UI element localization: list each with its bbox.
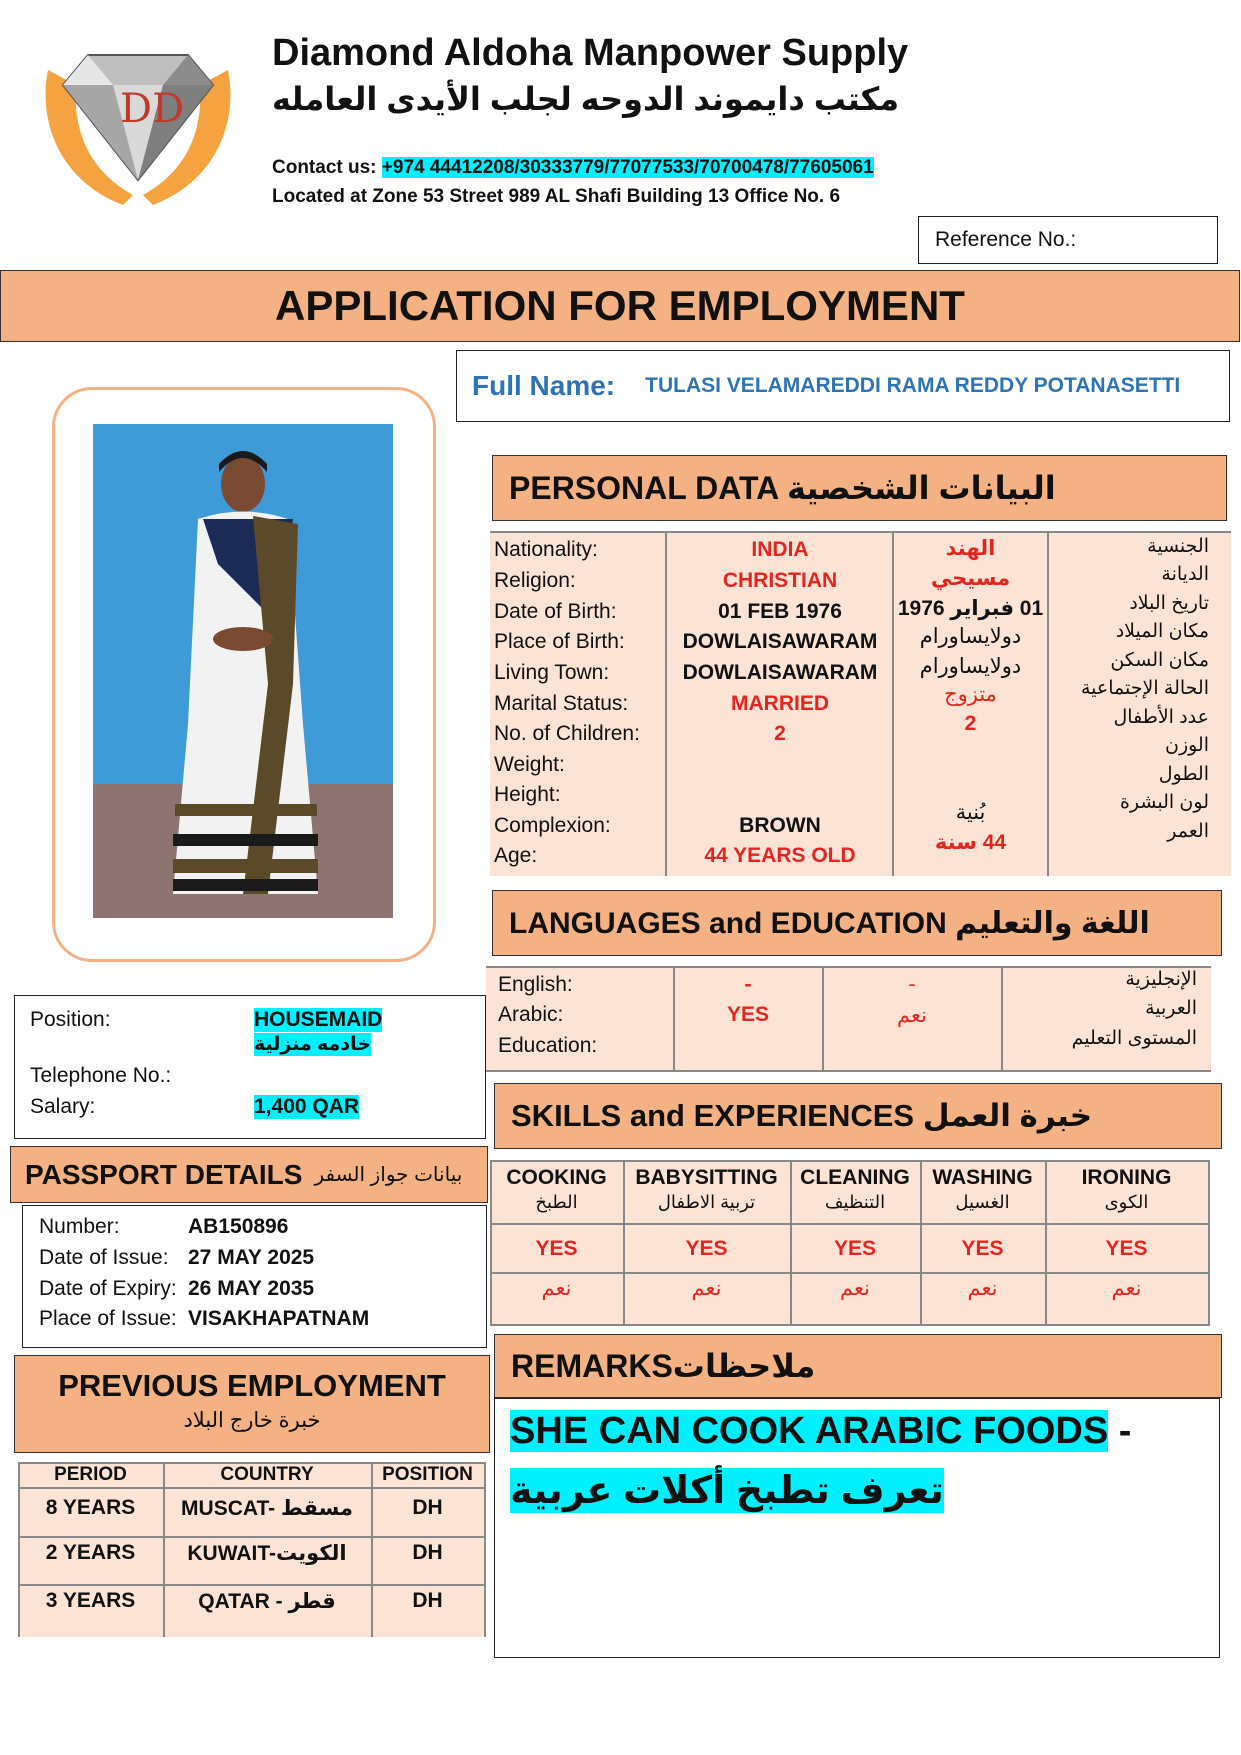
salary-label: Salary: xyxy=(30,1095,96,1118)
personal-value: CHRISTIAN xyxy=(722,569,838,592)
full-name-box xyxy=(456,350,1230,422)
remarks-line-1 xyxy=(510,1410,1131,1453)
passport-number-label: Number: xyxy=(39,1215,120,1238)
personal-label: Date of Birth: xyxy=(494,600,617,623)
remarks-text-ar: تعرف تطبخ أكلات عربية xyxy=(510,1470,944,1512)
telephone-label: Telephone No.: xyxy=(30,1064,172,1087)
passport-heading-ar: بيانات جواز السفر xyxy=(314,1164,463,1186)
language-label-ar: المستوى التعليم xyxy=(1071,1028,1197,1049)
skill-value-ar: نعم xyxy=(1111,1277,1142,1300)
personal-value: BROWN xyxy=(739,814,821,837)
personal-value-ar: الهند xyxy=(945,537,996,560)
language-label: English: xyxy=(498,973,573,996)
personal-label: Age: xyxy=(494,844,538,867)
personal-label-ar: الطول xyxy=(1158,764,1209,785)
skill-name-ar: التنظيف xyxy=(824,1192,886,1212)
skill-name: BABYSITTING xyxy=(635,1166,778,1189)
previous-period: 2 YEARS xyxy=(45,1541,136,1564)
personal-value-ar: بُنية xyxy=(955,801,986,824)
skill-value-ar: نعم xyxy=(691,1277,722,1300)
personal-label-ar: الوزن xyxy=(1164,735,1209,756)
skills-header xyxy=(494,1083,1222,1149)
skill-value: YES xyxy=(833,1237,877,1260)
salary-value: 1,400 QAR xyxy=(254,1095,360,1118)
applicant-photo xyxy=(93,424,393,918)
personal-label: Religion: xyxy=(494,569,576,592)
personal-label-ar: الجنسية xyxy=(1147,536,1209,557)
skill-name-ar: الغسيل xyxy=(955,1192,1010,1212)
skill-name-ar: الكوى xyxy=(1104,1192,1149,1212)
personal-value-ar: 44 سنة xyxy=(934,831,1007,854)
languages-header xyxy=(492,890,1222,956)
languages-heading: LANGUAGES and EDUCATION اللغة والتعليم xyxy=(509,906,1150,940)
skill-name: IRONING xyxy=(1081,1166,1172,1189)
passport-issue: 27 MAY 2025 xyxy=(188,1246,315,1269)
personal-value: DOWLAISAWARAM xyxy=(682,630,878,653)
previous-position: DH xyxy=(412,1541,443,1564)
remarks-heading: REMARKSملاحظات xyxy=(511,1348,816,1384)
remarks-header xyxy=(494,1334,1222,1398)
personal-label-ar: تاريخ البلاد xyxy=(1129,593,1209,614)
passport-place: VISAKHAPATNAM xyxy=(188,1307,370,1330)
skills-heading: SKILLS and EXPERIENCES خبرة العمل xyxy=(511,1098,1093,1133)
previous-country: QATAR - قطر xyxy=(198,1590,336,1613)
personal-label: Place of Birth: xyxy=(494,630,625,653)
personal-label: Living Town: xyxy=(494,661,610,684)
company-logo xyxy=(28,30,248,215)
personal-value: 44 YEARS OLD xyxy=(704,844,856,867)
previous-col-header: COUNTRY xyxy=(220,1464,314,1485)
passport-expiry-label: Date of Expiry: xyxy=(39,1277,177,1300)
reference-label: Reference No.: xyxy=(935,228,1077,251)
previous-position: DH xyxy=(412,1496,443,1519)
logo-letters: DD xyxy=(120,86,185,132)
title-bar xyxy=(0,270,1240,342)
personal-label: Weight: xyxy=(494,753,565,776)
language-value-ar: - xyxy=(908,973,916,996)
personal-data-header xyxy=(492,455,1227,521)
skill-name: WASHING xyxy=(932,1166,1033,1189)
passport-header xyxy=(10,1146,488,1203)
personal-label-ar: مكان الميلاد xyxy=(1115,621,1209,642)
previous-position: DH xyxy=(412,1589,443,1612)
reference-box xyxy=(918,216,1218,264)
position-value-ar: خادمه منزلية xyxy=(254,1034,371,1055)
skill-name: CLEANING xyxy=(800,1166,910,1189)
address-line: Located at Zone 53 Street 989 AL Shafi Building 13 Office No. 6 xyxy=(272,186,841,207)
remarks-dash: - xyxy=(1108,1410,1132,1452)
company-name-en: Diamond Aldoha Manpower Supply xyxy=(272,32,909,74)
company-name-ar: مكتب دايموند الدوحه لجلب الأيدى العامله xyxy=(272,81,900,117)
previous-period: 3 YEARS xyxy=(45,1589,136,1612)
remarks-text-en: SHE CAN COOK ARABIC FOODS xyxy=(510,1410,1109,1452)
skill-value-ar: نعم xyxy=(967,1277,998,1300)
previous-col-header: PERIOD xyxy=(54,1464,127,1485)
previous-heading-ar: خبرة خارج البلاد xyxy=(183,1409,321,1432)
personal-label: Marital Status: xyxy=(494,692,629,715)
personal-value: 01 FEB 1976 xyxy=(718,600,842,623)
skill-value: YES xyxy=(535,1237,578,1260)
skill-value: YES xyxy=(685,1237,728,1260)
previous-header xyxy=(14,1355,490,1453)
previous-country: MUSCAT- مسقط xyxy=(181,1497,353,1520)
skill-value: YES xyxy=(1105,1237,1148,1260)
previous-period: 8 YEARS xyxy=(45,1496,136,1519)
personal-label-ar: عدد الأطفال xyxy=(1113,707,1209,728)
skill-name-ar: الطبخ xyxy=(535,1192,578,1212)
personal-label-ar: الحالة الإجتماعية xyxy=(1081,678,1209,699)
previous-col-header: POSITION xyxy=(382,1464,473,1485)
personal-label: Complexion: xyxy=(494,814,611,837)
personal-value-ar: مسيحي xyxy=(930,567,1011,590)
contact-line xyxy=(272,157,874,179)
personal-value-ar: 2 xyxy=(964,712,977,735)
personal-label-ar: العمر xyxy=(1167,821,1209,842)
personal-value-ar: متزوج xyxy=(944,683,997,706)
language-label-ar: الإنجليزية xyxy=(1125,969,1197,990)
personal-label-ar: الديانة xyxy=(1161,564,1209,585)
personal-value-ar: 01 فبراير 1976 xyxy=(897,597,1044,620)
contact-phones: +974 44412208/30333779/77077533/70700478/77605061 xyxy=(381,157,874,178)
full-name-value: TULASI VELAMAREDDI RAMA REDDY POTANASETTI xyxy=(645,374,1181,397)
language-label: Education: xyxy=(498,1034,598,1057)
personal-value: MARRIED xyxy=(731,692,829,715)
personal-label-ar: مكان السكن xyxy=(1110,650,1209,671)
previous-heading-en: PREVIOUS EMPLOYMENT xyxy=(58,1368,446,1403)
personal-data-heading: PERSONAL DATA البيانات الشخصية xyxy=(509,470,1056,506)
personal-value: INDIA xyxy=(751,538,809,561)
skill-name: COOKING xyxy=(506,1166,607,1189)
language-label: Arabic: xyxy=(498,1003,564,1026)
personal-label-ar: لون البشرة xyxy=(1119,792,1209,813)
skill-value-ar: نعم xyxy=(840,1277,870,1300)
passport-issue-label: Date of Issue: xyxy=(39,1246,169,1269)
language-value: - xyxy=(744,973,752,996)
passport-expiry: 26 MAY 2035 xyxy=(188,1277,315,1300)
personal-value: 2 xyxy=(774,722,786,745)
personal-label: Height: xyxy=(494,783,561,806)
personal-value: DOWLAISAWARAM xyxy=(682,661,878,684)
personal-label: No. of Children: xyxy=(494,722,640,745)
skill-value: YES xyxy=(961,1237,1004,1260)
passport-heading-en: PASSPORT DETAILS xyxy=(25,1158,303,1190)
language-value: YES xyxy=(726,1003,770,1026)
full-name-label: Full Name: xyxy=(472,370,616,401)
contact-label: Contact us: xyxy=(272,157,382,178)
passport-number: AB150896 xyxy=(188,1215,289,1238)
previous-country: KUWAIT-الكويت xyxy=(187,1542,347,1565)
personal-value-ar: دولايساورام xyxy=(919,625,1022,648)
passport-place-label: Place of Issue: xyxy=(39,1307,177,1330)
position-label: Position: xyxy=(30,1008,111,1031)
skill-name-ar: تربية الاطفال xyxy=(657,1192,756,1212)
language-label-ar: العربية xyxy=(1145,998,1197,1019)
personal-value-ar: دولايساورام xyxy=(919,655,1022,678)
language-value-ar: نعم xyxy=(897,1004,927,1027)
page-title: APPLICATION FOR EMPLOYMENT xyxy=(275,282,965,329)
personal-label: Nationality: xyxy=(494,538,598,561)
skill-value-ar: نعم xyxy=(541,1277,572,1300)
position-value: HOUSEMAID xyxy=(254,1008,383,1031)
